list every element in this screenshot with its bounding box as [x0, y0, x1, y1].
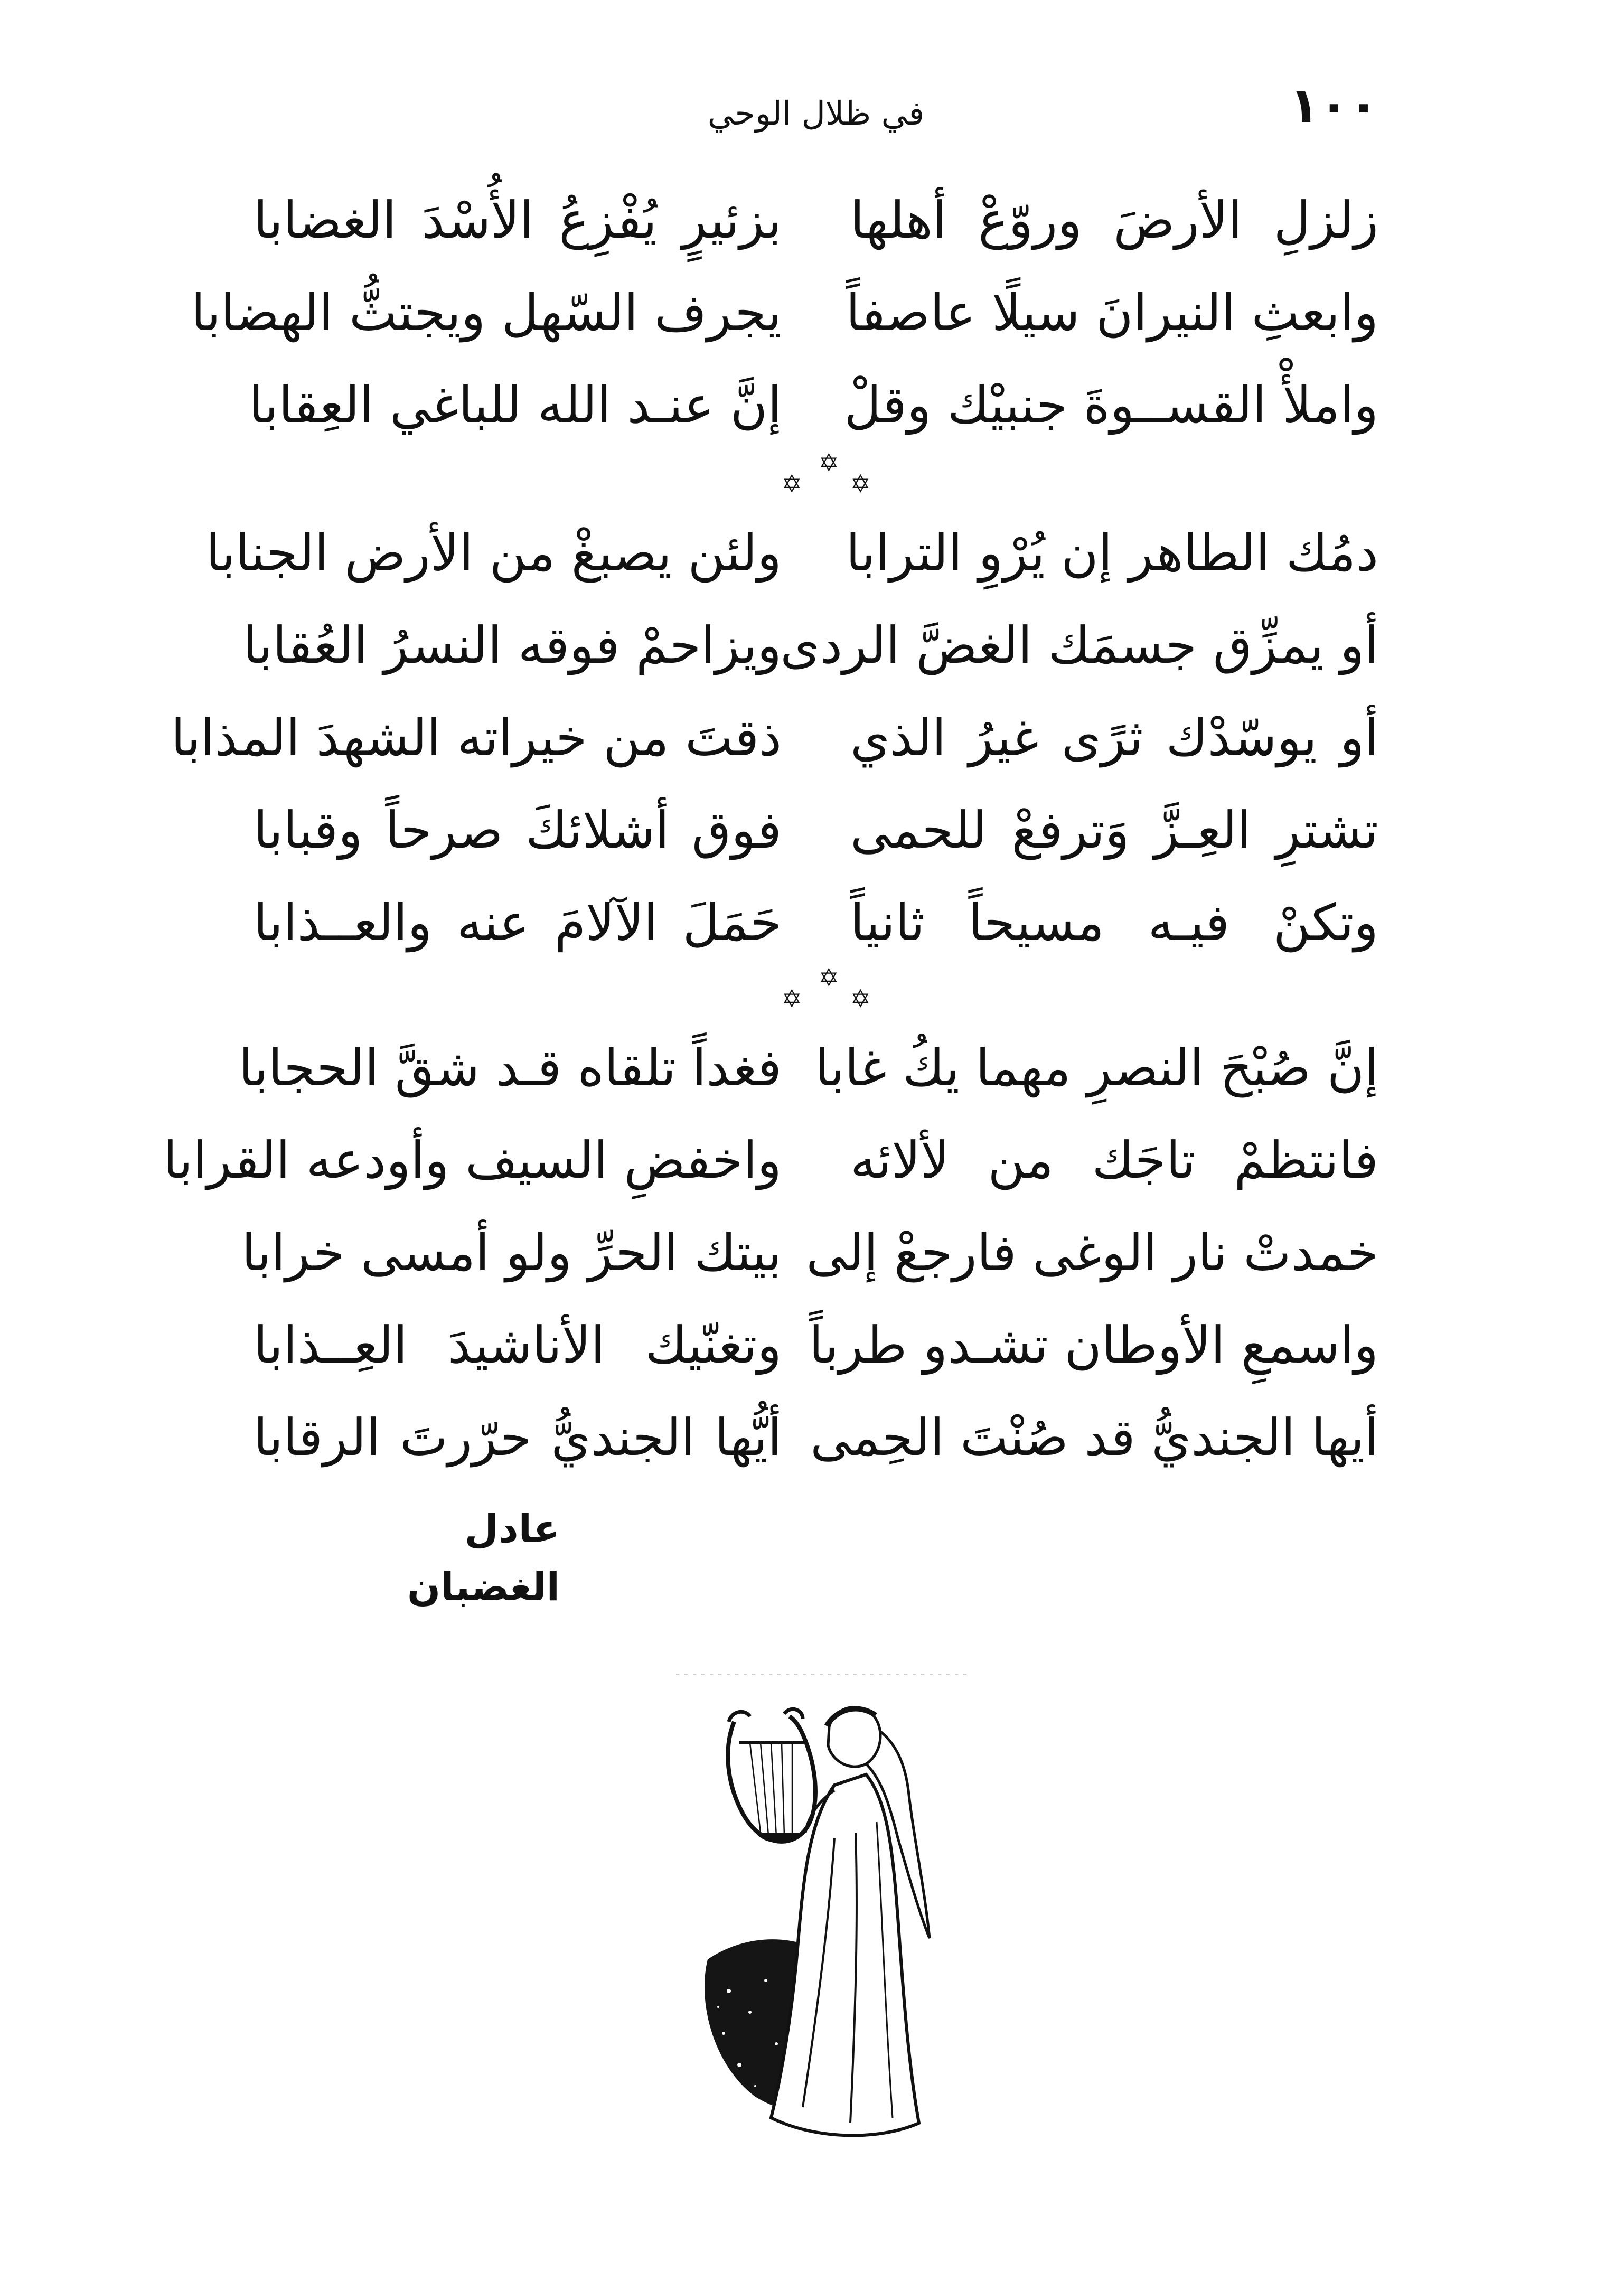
verse [163, 1114, 1378, 1207]
stanza-1 [191, 174, 1378, 452]
page-header [254, 77, 1378, 151]
verse-first-hemistich: أو يوسّدْك ثرًى غيرُ الذي [850, 708, 1378, 767]
poet-signature: عادل الغضبان [407, 1506, 560, 1610]
verse [241, 1207, 1378, 1299]
verse-second-hemistich: فوق أشلائكَ صرحاً وقبابا [254, 801, 782, 860]
verse-second-hemistich: ذقتَ من خيراته الشهدَ المذابا [171, 708, 782, 767]
verse-second-hemistich: حَمَلَ الآلامَ عنه والعــذابا [254, 893, 782, 952]
verse-second-hemistich: واخفضِ السيف وأودعه القرابا [163, 1131, 782, 1190]
star-ornament [766, 446, 882, 504]
verse [171, 692, 1378, 784]
verse [254, 174, 1378, 267]
verse [254, 1392, 1378, 1484]
verse-second-hemistich: بيتك الحرِّ ولو أمسى خرابا [241, 1223, 782, 1282]
stanza-3 [163, 1022, 1378, 1484]
verse [239, 1022, 1378, 1114]
verse [249, 359, 1378, 452]
verse-first-hemistich: إنَّ صُبْحَ النصرِ مهما يكُ غابا [815, 1038, 1378, 1097]
star-icon: ✡ [782, 984, 802, 1013]
verse-second-hemistich: بزئيرٍ يُفْزِعُ الأُسْدَ الغضابا [254, 191, 782, 250]
verse-second-hemistich: ولئن يصبغْ من الأرض الجنابا [205, 523, 782, 583]
verse [243, 599, 1378, 692]
verse-first-hemistich: فانتظمْ تاجَك من لألائه [850, 1131, 1378, 1190]
page-number: ١٠٠ [1289, 77, 1378, 134]
verse-first-hemistich: دمُك الطاهر إن يُرْوِ الترابا [846, 523, 1378, 583]
verse-first-hemistich: أو يمزِّق جسمَك الغضَّ الردى [780, 616, 1378, 675]
stanza-2 [171, 507, 1378, 969]
verse-first-hemistich: وابعثِ النيرانَ سيلًا عاصفاً [846, 283, 1378, 342]
verse-second-hemistich: إنَّ عنـد الله للباغي العِقابا [249, 375, 782, 435]
star-icon: ✡ [819, 448, 839, 477]
star-icon: ✡ [819, 963, 839, 992]
verse [254, 877, 1378, 969]
verse-first-hemistich: أيها الجنديُّ قد صُنْتَ الحِمى [810, 1408, 1378, 1467]
star-ornament [766, 961, 882, 1019]
verse-second-hemistich: وتغنّيك الأناشيدَ العِــذابا [254, 1316, 782, 1375]
verse-first-hemistich: وتكنْ فيـه مسيحاً ثانياً [850, 893, 1378, 952]
verse-second-hemistich: ويزاحمْ فوقه النسرُ العُقابا [243, 616, 782, 675]
verse [254, 1299, 1378, 1392]
verse [191, 267, 1378, 359]
verse-first-hemistich: خمدتْ نار الوغى فارجعْ إلى [806, 1223, 1378, 1282]
verse-second-hemistich: فغداً تلقاه قـد شقَّ الحجابا [239, 1038, 782, 1097]
verse [254, 784, 1378, 877]
verse [205, 507, 1378, 599]
verse-first-hemistich: واملأْ القســوةَ جنبيْك وقلْ [844, 375, 1378, 435]
star-icon: ✡ [850, 984, 871, 1013]
star-icon: ✡ [782, 470, 802, 498]
verse-second-hemistich: أيُّها الجنديُّ حرّرتَ الرقابا [254, 1408, 782, 1467]
verse-first-hemistich: زلزلِ الأرضَ وروّعْ أهلها [850, 191, 1378, 250]
verse-first-hemistich: تشترِ العِـزَّ وَترفعْ للحمى [850, 801, 1378, 860]
verse-first-hemistich: واسمعِ الأوطان تشـدو طرباً [809, 1316, 1378, 1375]
star-icon: ✡ [850, 470, 871, 498]
verse-second-hemistich: يجرف السّهل ويجتثُّ الهضابا [191, 283, 782, 342]
lyre-player-illustration [676, 1664, 972, 2149]
running-title: في ظلال الوحي [707, 94, 925, 133]
